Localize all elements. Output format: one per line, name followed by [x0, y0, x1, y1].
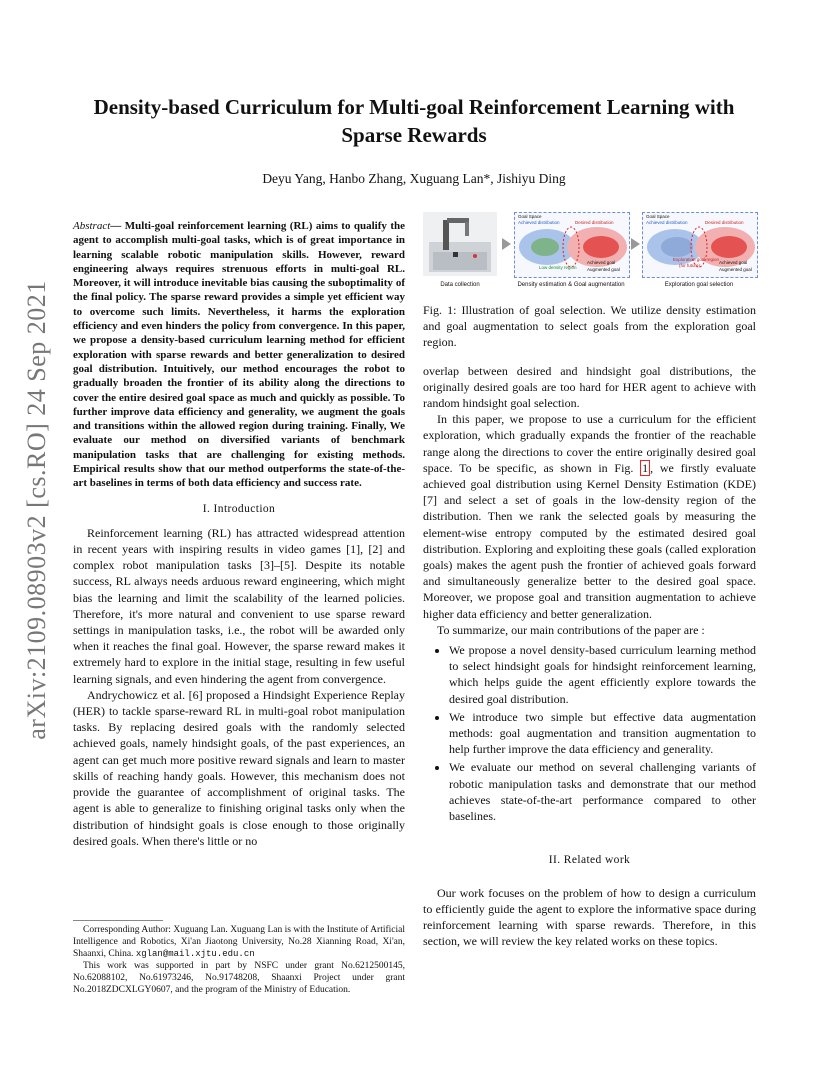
title-line-1: Density-based Curriculum for Multi-goal Reinforcement Learning with	[93, 95, 735, 119]
figure-caption: Fig. 1: Illustration of goal selection. We utilize density estimation and goal augmentation to select goals from the exploration goal region.	[423, 303, 756, 350]
abstract-text: — Multi-goal reinforcement learning (RL) aims to qualify the agent to accomplish multi-goal tasks, which is of great importance in learning scalable robotic manipulation skills. However, reward engineering always requires strenuous efforts in multi-goal RL. Moreover, it will introduce inevitable bias causing the suboptimality of the final policy. The sparse reward provides a simple yet efficient way to overcome such limits. Nevertheless, it harms the exploration efficiency and even hinders the policy from convergence. In this paper, we propose a density-based curriculum learning method for efficient exploration with sparse rewards and better generalization to desired goal distribution. Intuitively, our method encourages the robot to gradually broaden the frontier of its ability along the directions to cover the entire desired goal space as much and quickly as possible. To further improve data efficiency and generality, we augment the goals and transitions within the allowed region during training. Finally, We evaluate our method on diversified variants of benchmark manipulation tasks that are challenging for existing methods. Empirical results show that our method outperforms the state-of-the-art baselines in terms of both data efficiency and success rate.	[73, 220, 405, 490]
right-paragraph-2: In this paper, we propose to use a curriculum for the efficient exploration, which gradually expands the frontier of the reachable range along the directions to cover the entire originally desired goal space. To be specific, as shown in Fig. 1 , we firstly evaluate achieved goal distribution using Kernel Density Estimation (KDE) [7] and select a set of goals in the low-density region of the distribution. Then we rank the selected goals by measuring the element-wise entropy computed by the estimated desired goal distribution. Exploring and exploiting these goals (called exploration goals) makes the agent push the frontier of achieved goals forward and simultaneously generalize better to the desired goal space. Moreover, we propose goal and transition augmentation to achieve higher data efficiency and better generalization.	[423, 412, 756, 621]
intro-paragraph-2: Andrychowicz et al. [6] proposed a Hindsight Experience Replay (HER) to tackle sparse-reward RL in multi-goal robot manipulation tasks. By replacing desired goals with the randomly selected achieved goals, namely hindsight goals, of the past experiences, an agent can get much more positive reward signals and learn to master skills of reaching handy goals. However, this mechanism does not provide the guarantee of accomplishment of original tasks. The agent is able to generalize to finishing original tasks only when the distribution of hindsight goals is close enough to those originally desired goals. When there's little or no	[73, 687, 405, 848]
arrow-icon	[631, 238, 640, 250]
title-line-2: Sparse Rewards	[341, 123, 487, 147]
list-item: • We propose a novel density-based curriculum learning method to select hindsight goals for hindsight reinforcement learning, which helps guide the agent efficiently explore towards the desired goal distribution.	[449, 642, 756, 707]
footnote-funding: This work was supported in part by NSFC under grant No.6212500145, No.62088102, No.61973246, No.91748208, Shaanxi Project under grant No.2018ZDCXLGY0607, and the program of the Ministry of Education.	[73, 961, 405, 995]
intro-paragraph-1: Reinforcement learning (RL) has attracted widespread attention in recent years with inspiring results in video games [1], [2] and complex robot manipulation tasks [3]–[5]. Despite its notable success, RL always needs arduous reward engineering, which might bias the learning and limit the scalability of the learned policies. Therefore, it's more natural and convenient to use sparse reward settings in manipulation tasks, i.e., the robot will be awarded only when it reaches the final goal. However, the sparse reward makes it extremely hard to explore in the initial stage, resulting in few useful learning signals, and even hindering the agent from convergence.	[73, 525, 405, 686]
author-list: Deyu Yang, Hanbo Zhang, Xuguang Lan*, Jishiyu Ding	[262, 171, 566, 186]
list-item: • We introduce two simple but effective data augmentation methods: goal augmentation and transition augmentation to help further improve the data efficiency and generality.	[449, 709, 756, 758]
density-panel: Goal Space Achieved distribution Desired distribution Low density region Achieved goal Augmented goal	[514, 212, 630, 278]
related-work-paragraph: Our work focuses on the problem of how to design a curriculum to efficiently guide the agent to explore the informative space during reinforcement learning with sparse rewards. Therefore, in this section, we will review the key related works on these topics.	[423, 885, 756, 949]
robot-arm-image	[423, 212, 497, 276]
arrow-icon	[502, 238, 511, 250]
section-heading-related-work: II. Related work	[548, 854, 631, 867]
figure-reference-link[interactable]: 1	[642, 460, 649, 475]
right-column	[423, 302, 756, 949]
arxiv-identifier: arXiv:2109.08903v2 [cs.RO] 24 Sep 2021	[22, 280, 51, 740]
footnote	[73, 920, 405, 996]
right-paragraph-1: overlap between desired and hindsight goal distributions, the originally desired goals are too hard for HER agent to achieve with random hindsight goal selection.	[423, 363, 756, 411]
footnote-affiliation: Corresponding Author: Xuguang Lan. Xuguang Lan is with the Institute of Artificial Intelligence and Robotics, Xi'an Jiaotong University, No.28 Xianning Road, Xi'an, Shaanxi, China. xglan@mail.xjtu.edu.cn	[73, 925, 405, 959]
footnote-rule	[73, 920, 163, 921]
section-heading-introduction: I. Introduction	[202, 502, 276, 515]
left-column	[73, 219, 405, 849]
contributions-intro: To summarize, our main contributions of the paper are :	[437, 622, 705, 637]
list-item: • We evaluate our method on several challenging variants of robotic manipulation tasks and demonstrate that our method achieves state-of-the-art performance compared to other baselines.	[449, 759, 756, 824]
paper-title	[60, 93, 768, 149]
author-email[interactable]: xglan@mail.xjtu.edu.cn	[135, 949, 255, 959]
figure-label-density: Density estimation & Goal augmentation	[517, 282, 625, 288]
abstract	[73, 219, 405, 491]
figure-label-data-collection: Data collection	[440, 282, 480, 288]
selection-panel: Goal Space Achieved distribution Desired distribution Exploration goal region (for future) Achieved goal Augmented goal	[642, 212, 758, 278]
contributions-list	[423, 642, 756, 824]
abstract-label: Abstract	[73, 220, 111, 232]
figure-label-selection: Exploration goal selection	[664, 282, 734, 288]
figure-1	[423, 210, 756, 292]
